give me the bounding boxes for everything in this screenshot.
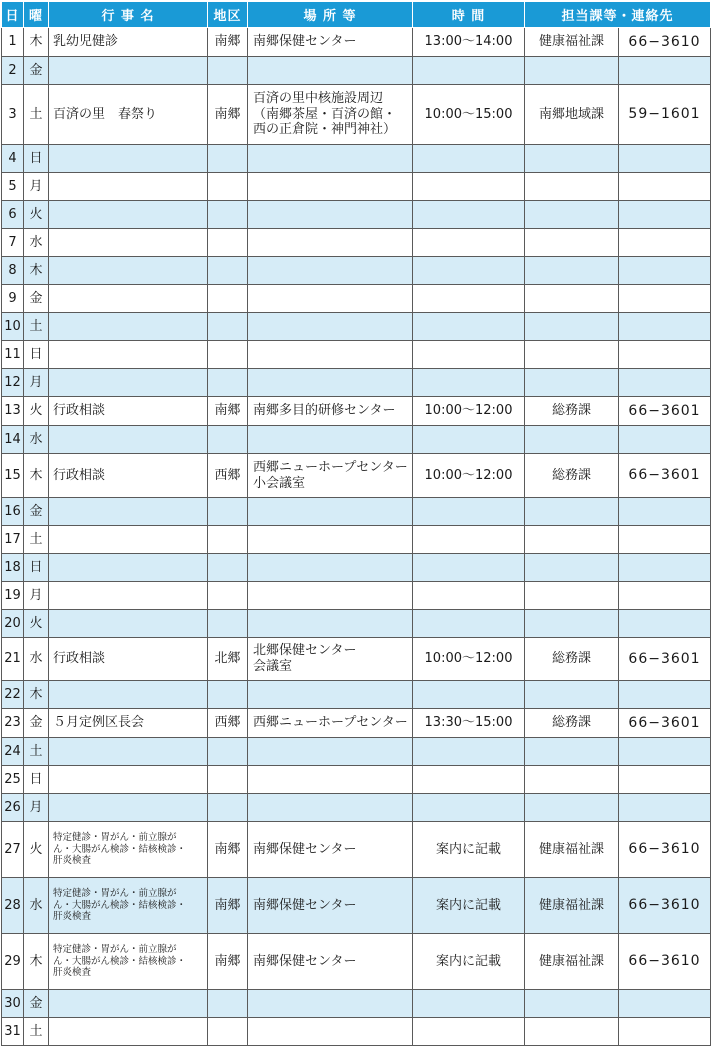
cell-area: 南郷	[208, 28, 248, 57]
cell-phone	[619, 313, 711, 341]
cell-day: 19	[2, 582, 24, 610]
cell-event	[49, 57, 208, 85]
table-row	[2, 638, 711, 681]
cell-day: 11	[2, 341, 24, 369]
cell-place	[248, 145, 413, 173]
cell-event	[49, 145, 208, 173]
cell-event	[49, 498, 208, 526]
cell-day: 25	[2, 766, 24, 794]
cell-area: 南郷	[208, 85, 248, 145]
cell-phone: 66−3610	[619, 28, 711, 57]
cell-dept	[525, 369, 619, 397]
cell-event	[49, 582, 208, 610]
cell-place	[248, 369, 413, 397]
cell-place: 南郷保健センター	[248, 934, 413, 990]
cell-dept	[525, 1018, 619, 1046]
cell-place	[248, 313, 413, 341]
cell-area	[208, 738, 248, 766]
cell-event	[49, 257, 208, 285]
cell-place	[248, 341, 413, 369]
cell-phone	[619, 681, 711, 709]
cell-weekday: 土	[24, 526, 49, 554]
table-row	[2, 526, 711, 554]
cell-event	[49, 173, 208, 201]
header-area: 地区	[208, 2, 248, 28]
cell-place	[248, 257, 413, 285]
cell-weekday: 水	[24, 426, 49, 454]
cell-time	[413, 285, 525, 313]
cell-time	[413, 526, 525, 554]
cell-weekday: 木	[24, 934, 49, 990]
table-row	[2, 498, 711, 526]
table-row	[2, 285, 711, 313]
cell-dept: 健康福祉課	[525, 822, 619, 878]
cell-dept	[525, 229, 619, 257]
cell-time	[413, 257, 525, 285]
cell-weekday: 月	[24, 369, 49, 397]
cell-place	[248, 610, 413, 638]
cell-dept	[525, 766, 619, 794]
cell-dept	[525, 341, 619, 369]
cell-area	[208, 229, 248, 257]
cell-dept	[525, 201, 619, 229]
cell-day: 9	[2, 285, 24, 313]
cell-place	[248, 738, 413, 766]
cell-phone: 66−3610	[619, 822, 711, 878]
cell-event	[49, 794, 208, 822]
table-row	[2, 934, 711, 990]
cell-weekday: 金	[24, 498, 49, 526]
cell-area	[208, 990, 248, 1018]
cell-time	[413, 145, 525, 173]
cell-day: 13	[2, 397, 24, 426]
cell-time: 案内に記載	[413, 934, 525, 990]
cell-dept	[525, 498, 619, 526]
cell-place	[248, 794, 413, 822]
cell-place: 南郷多目的研修センター	[248, 397, 413, 426]
cell-event	[49, 229, 208, 257]
cell-time: 10:00～12:00	[413, 397, 525, 426]
cell-event	[49, 526, 208, 554]
cell-phone	[619, 990, 711, 1018]
cell-day: 22	[2, 681, 24, 709]
header-event: 行 事 名	[49, 2, 208, 28]
cell-time	[413, 498, 525, 526]
cell-day: 2	[2, 57, 24, 85]
cell-weekday: 金	[24, 709, 49, 738]
cell-time	[413, 426, 525, 454]
cell-phone	[619, 341, 711, 369]
cell-weekday: 火	[24, 822, 49, 878]
cell-dept	[525, 145, 619, 173]
cell-area	[208, 426, 248, 454]
table-row	[2, 257, 711, 285]
cell-place	[248, 526, 413, 554]
table-row	[2, 201, 711, 229]
cell-weekday: 月	[24, 794, 49, 822]
cell-phone	[619, 554, 711, 582]
cell-place	[248, 582, 413, 610]
cell-phone	[619, 173, 711, 201]
table-row	[2, 454, 711, 498]
cell-area: 南郷	[208, 934, 248, 990]
cell-event	[49, 341, 208, 369]
event-schedule-table	[1, 1, 711, 1046]
cell-phone	[619, 794, 711, 822]
cell-dept	[525, 57, 619, 85]
cell-day: 23	[2, 709, 24, 738]
cell-time: 10:00～15:00	[413, 85, 525, 145]
cell-day: 7	[2, 229, 24, 257]
cell-weekday: 水	[24, 229, 49, 257]
cell-place	[248, 426, 413, 454]
cell-area: 南郷	[208, 822, 248, 878]
cell-place: 西郷ニューホープセンター	[248, 709, 413, 738]
cell-place	[248, 57, 413, 85]
cell-dept	[525, 738, 619, 766]
cell-event	[49, 201, 208, 229]
table-row	[2, 57, 711, 85]
cell-weekday: 火	[24, 610, 49, 638]
cell-time	[413, 681, 525, 709]
cell-weekday: 土	[24, 1018, 49, 1046]
cell-day: 8	[2, 257, 24, 285]
table-row	[2, 582, 711, 610]
cell-dept	[525, 173, 619, 201]
cell-weekday: 木	[24, 681, 49, 709]
cell-day: 29	[2, 934, 24, 990]
cell-area	[208, 145, 248, 173]
cell-time	[413, 766, 525, 794]
cell-phone: 66−3601	[619, 454, 711, 498]
header-place: 場 所 等	[248, 2, 413, 28]
cell-area	[208, 498, 248, 526]
cell-time: 案内に記載	[413, 822, 525, 878]
cell-day: 24	[2, 738, 24, 766]
cell-weekday: 金	[24, 285, 49, 313]
cell-weekday: 水	[24, 878, 49, 934]
cell-day: 5	[2, 173, 24, 201]
cell-time	[413, 313, 525, 341]
cell-weekday: 金	[24, 990, 49, 1018]
header-time: 時 間	[413, 2, 525, 28]
cell-area: 南郷	[208, 878, 248, 934]
table-row	[2, 822, 711, 878]
cell-dept: 南郷地域課	[525, 85, 619, 145]
cell-phone	[619, 369, 711, 397]
cell-weekday: 火	[24, 201, 49, 229]
cell-event: 行政相談	[49, 638, 208, 681]
cell-phone	[619, 201, 711, 229]
cell-phone	[619, 285, 711, 313]
cell-day: 4	[2, 145, 24, 173]
cell-dept	[525, 257, 619, 285]
cell-event	[49, 610, 208, 638]
cell-dept	[525, 313, 619, 341]
cell-event: 乳幼児健診	[49, 28, 208, 57]
table-row	[2, 766, 711, 794]
header-row	[2, 2, 711, 28]
cell-area	[208, 610, 248, 638]
table-row	[2, 878, 711, 934]
cell-place	[248, 229, 413, 257]
cell-weekday: 日	[24, 554, 49, 582]
cell-day: 14	[2, 426, 24, 454]
cell-area: 南郷	[208, 397, 248, 426]
cell-dept: 健康福祉課	[525, 878, 619, 934]
cell-place: 北郷保健センター 会議室	[248, 638, 413, 681]
cell-phone: 66−3610	[619, 934, 711, 990]
cell-area	[208, 554, 248, 582]
cell-phone	[619, 145, 711, 173]
cell-weekday: 月	[24, 173, 49, 201]
cell-weekday: 木	[24, 28, 49, 57]
header-contact: 担当課等・連絡先	[525, 2, 711, 28]
cell-phone	[619, 498, 711, 526]
cell-event	[49, 369, 208, 397]
cell-day: 27	[2, 822, 24, 878]
cell-weekday: 日	[24, 145, 49, 173]
cell-time	[413, 57, 525, 85]
cell-weekday: 水	[24, 638, 49, 681]
cell-dept	[525, 990, 619, 1018]
cell-event: 行政相談	[49, 454, 208, 498]
cell-weekday: 日	[24, 341, 49, 369]
table-row	[2, 554, 711, 582]
table-row	[2, 369, 711, 397]
cell-area	[208, 201, 248, 229]
cell-weekday: 木	[24, 454, 49, 498]
cell-place	[248, 1018, 413, 1046]
table-row	[2, 1018, 711, 1046]
cell-dept	[525, 526, 619, 554]
cell-time: 13:00～14:00	[413, 28, 525, 57]
cell-day: 31	[2, 1018, 24, 1046]
cell-event: ５月定例区長会	[49, 709, 208, 738]
table-row	[2, 313, 711, 341]
schedule-body	[2, 28, 711, 1046]
cell-place	[248, 173, 413, 201]
cell-area	[208, 257, 248, 285]
cell-phone	[619, 229, 711, 257]
cell-time: 案内に記載	[413, 878, 525, 934]
cell-day: 1	[2, 28, 24, 57]
cell-area	[208, 526, 248, 554]
cell-phone	[619, 57, 711, 85]
cell-event	[49, 426, 208, 454]
cell-area	[208, 341, 248, 369]
cell-day: 6	[2, 201, 24, 229]
cell-area	[208, 369, 248, 397]
cell-phone	[619, 526, 711, 554]
cell-place: 西郷ニューホープセンター 小会議室	[248, 454, 413, 498]
cell-dept	[525, 681, 619, 709]
cell-day: 12	[2, 369, 24, 397]
cell-weekday: 月	[24, 582, 49, 610]
cell-time	[413, 554, 525, 582]
cell-dept	[525, 582, 619, 610]
cell-place: 南郷保健センター	[248, 28, 413, 57]
cell-time	[413, 229, 525, 257]
cell-event	[49, 554, 208, 582]
cell-phone	[619, 1018, 711, 1046]
cell-phone: 59−1601	[619, 85, 711, 145]
cell-weekday: 土	[24, 313, 49, 341]
cell-phone	[619, 610, 711, 638]
cell-event	[49, 313, 208, 341]
cell-phone	[619, 766, 711, 794]
cell-weekday: 日	[24, 766, 49, 794]
cell-day: 16	[2, 498, 24, 526]
table-row	[2, 990, 711, 1018]
cell-time	[413, 1018, 525, 1046]
cell-event	[49, 285, 208, 313]
cell-place	[248, 681, 413, 709]
cell-area	[208, 766, 248, 794]
cell-time	[413, 794, 525, 822]
header-weekday: 曜	[24, 2, 49, 28]
header-day: 日	[2, 2, 24, 28]
cell-place	[248, 285, 413, 313]
cell-phone: 66−3601	[619, 709, 711, 738]
cell-place: 南郷保健センター	[248, 878, 413, 934]
cell-day: 18	[2, 554, 24, 582]
cell-dept: 健康福祉課	[525, 28, 619, 57]
cell-event	[49, 766, 208, 794]
cell-time	[413, 201, 525, 229]
cell-place	[248, 498, 413, 526]
cell-dept: 総務課	[525, 454, 619, 498]
cell-time	[413, 173, 525, 201]
cell-event: 特定健診・胃がん・前立腺が ん・大腸がん検診・結核検診・ 肝炎検査	[49, 934, 208, 990]
cell-time	[413, 341, 525, 369]
cell-day: 21	[2, 638, 24, 681]
cell-weekday: 土	[24, 738, 49, 766]
cell-dept	[525, 285, 619, 313]
cell-time: 10:00～12:00	[413, 454, 525, 498]
cell-place	[248, 554, 413, 582]
cell-event	[49, 681, 208, 709]
table-row	[2, 738, 711, 766]
cell-area	[208, 57, 248, 85]
cell-dept: 健康福祉課	[525, 934, 619, 990]
table-row	[2, 681, 711, 709]
cell-phone: 66−3601	[619, 638, 711, 681]
cell-time	[413, 738, 525, 766]
cell-phone	[619, 426, 711, 454]
cell-time	[413, 610, 525, 638]
cell-weekday: 金	[24, 57, 49, 85]
cell-day: 30	[2, 990, 24, 1018]
cell-day: 10	[2, 313, 24, 341]
table-row	[2, 709, 711, 738]
cell-dept: 総務課	[525, 709, 619, 738]
cell-area: 西郷	[208, 709, 248, 738]
table-row	[2, 794, 711, 822]
cell-event: 行政相談	[49, 397, 208, 426]
table-row	[2, 173, 711, 201]
cell-area	[208, 1018, 248, 1046]
cell-day: 26	[2, 794, 24, 822]
table-row	[2, 426, 711, 454]
cell-weekday: 火	[24, 397, 49, 426]
table-row	[2, 397, 711, 426]
cell-area: 北郷	[208, 638, 248, 681]
cell-day: 20	[2, 610, 24, 638]
cell-time	[413, 582, 525, 610]
cell-area	[208, 313, 248, 341]
cell-phone	[619, 582, 711, 610]
table-row	[2, 610, 711, 638]
cell-phone: 66−3601	[619, 397, 711, 426]
cell-weekday: 木	[24, 257, 49, 285]
cell-event: 特定健診・胃がん・前立腺が ん・大腸がん検診・結核検診・ 肝炎検査	[49, 822, 208, 878]
cell-time	[413, 369, 525, 397]
cell-place	[248, 766, 413, 794]
cell-area	[208, 582, 248, 610]
cell-event: 特定健診・胃がん・前立腺が ん・大腸がん検診・結核検診・ 肝炎検査	[49, 878, 208, 934]
cell-area	[208, 285, 248, 313]
cell-area	[208, 681, 248, 709]
cell-area	[208, 794, 248, 822]
cell-event	[49, 990, 208, 1018]
cell-place	[248, 990, 413, 1018]
cell-weekday: 土	[24, 85, 49, 145]
table-row	[2, 145, 711, 173]
table-row	[2, 28, 711, 57]
cell-time: 10:00～12:00	[413, 638, 525, 681]
cell-place: 百済の里中核施設周辺 （南郷茶屋・百済の館・ 西の正倉院・神門神社）	[248, 85, 413, 145]
cell-day: 28	[2, 878, 24, 934]
cell-place	[248, 201, 413, 229]
cell-dept	[525, 554, 619, 582]
table-row	[2, 229, 711, 257]
cell-phone: 66−3610	[619, 878, 711, 934]
cell-time: 13:30～15:00	[413, 709, 525, 738]
cell-place: 南郷保健センター	[248, 822, 413, 878]
cell-event	[49, 1018, 208, 1046]
cell-phone	[619, 257, 711, 285]
table-row	[2, 341, 711, 369]
cell-dept	[525, 794, 619, 822]
cell-event: 百済の里 春祭り	[49, 85, 208, 145]
cell-day: 15	[2, 454, 24, 498]
cell-day: 3	[2, 85, 24, 145]
cell-dept: 総務課	[525, 638, 619, 681]
cell-dept	[525, 426, 619, 454]
cell-area	[208, 173, 248, 201]
cell-time	[413, 990, 525, 1018]
cell-dept: 総務課	[525, 397, 619, 426]
cell-event	[49, 738, 208, 766]
table-row	[2, 85, 711, 145]
cell-day: 17	[2, 526, 24, 554]
cell-dept	[525, 610, 619, 638]
cell-phone	[619, 738, 711, 766]
cell-area: 西郷	[208, 454, 248, 498]
